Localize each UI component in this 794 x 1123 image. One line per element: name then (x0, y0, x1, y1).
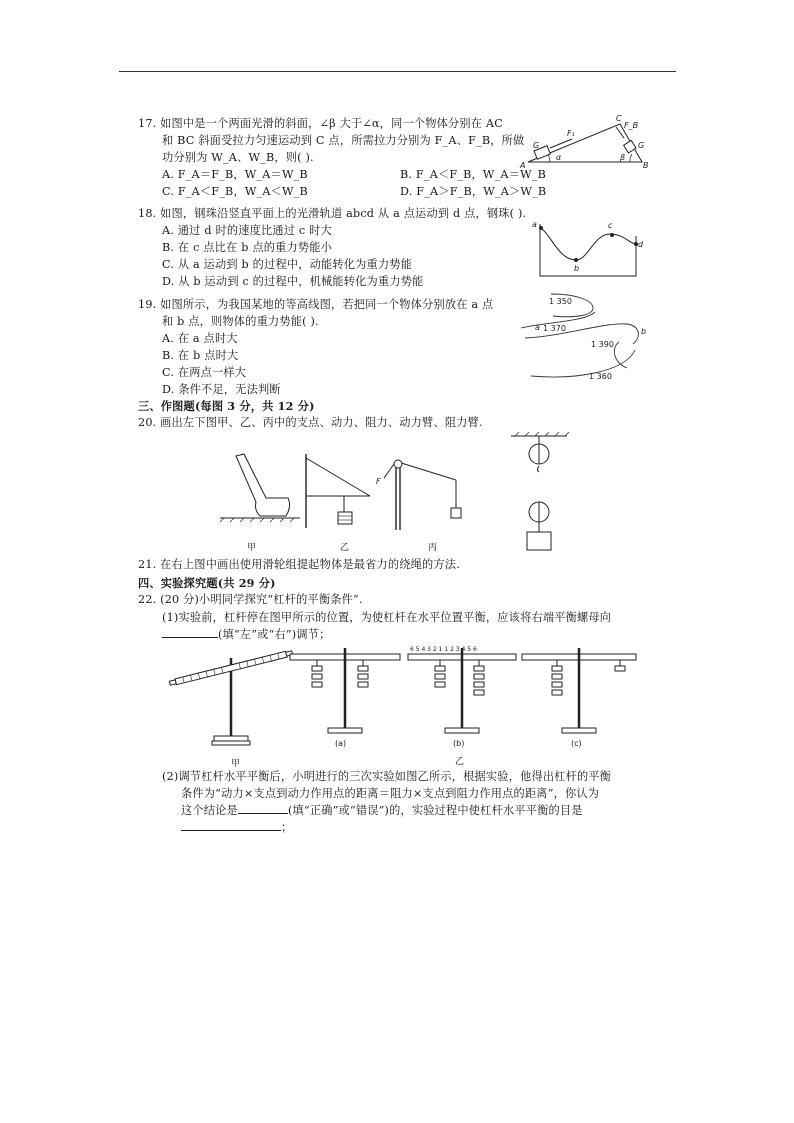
header-rule (119, 71, 676, 72)
q22-answer-blank-1[interactable] (162, 637, 218, 638)
q17-option-d: D. F_A＞F_B，W_A＞W_B (400, 185, 547, 198)
q19-point-b: b (641, 327, 647, 336)
q17-option-b: B. F_A＜F_B，W_A＝W_B (400, 168, 546, 181)
q22-part2-line-2: 条件为“动力×支点到动力作用点的距离＝阻力×支点到阻力作用点的距离”，你认为 (181, 787, 600, 800)
q18-option-d: D. 从 b 运动到 c 的过程中，机械能转化为重力势能 (162, 275, 424, 288)
q22-figure-b (408, 648, 516, 733)
q18-option-c: C. 从 a 运动到 b 的过程中，动能转化为重力势能 (162, 258, 413, 271)
q17-label-f1: F₁ (567, 129, 575, 138)
q19-option-a: A. 在 a 点时大 (162, 332, 238, 345)
q17-line-1: 17. 如图中是一个两面光滑的斜面，∠β 大于∠α，同一个物体分别在 AC (138, 117, 503, 130)
q19-line-2: 和 b 点，则物体的重力势能( ). (162, 315, 319, 328)
q19-contour-1360: 1 360 (589, 372, 612, 381)
q17-incline-figure (520, 112, 650, 172)
q19-option-c: C. 在两点一样大 (162, 366, 247, 379)
q17-label-b: B (643, 161, 649, 170)
q17-option-c: C. F_A＜F_B，W_A＜W_B (162, 185, 308, 198)
q22-answer-blank-3[interactable] (181, 830, 281, 831)
q18-label-a: a (532, 220, 537, 229)
q17-label-beta: β (620, 153, 626, 162)
q22-caption-yi: 乙 (455, 757, 465, 767)
q22-caption-a: (a) (335, 739, 347, 748)
q19-line-1: 19. 如图所示，为我国某地的等高线图，若把同一个物体分别放在 a 点 (138, 298, 494, 311)
q18-line-1: 18. 如图，钢珠沿竖直平面上的光滑轨道 abcd 从 a 点运动到 d 点，钢珠( ). (138, 207, 527, 220)
q20-lever-figures (220, 450, 470, 530)
q20-caption-bing: 丙 (428, 543, 438, 553)
q22-answer-blank-2[interactable] (238, 813, 288, 814)
q17-label-f2: F_B (624, 121, 639, 130)
q18-label-b: b (574, 264, 580, 273)
q22-caption-jia: 甲 (231, 759, 241, 769)
q22-scale-numbers: 6 5 4 3 2 1 1 2 3 4 5 6 (410, 646, 477, 653)
q17-label-c: C (616, 114, 622, 123)
q22-part2-line-1: (2)调节杠杆水平平衡后，小明进行的三次实验如图乙所示，根据实验，他得出杠杆的平衡 (162, 770, 612, 783)
q18-option-a: A. 通过 d 时的速度比通过 c 时大 (162, 224, 332, 237)
q21-pulley-figure (505, 430, 577, 555)
q22-part2-line-3 (181, 804, 583, 818)
q20-line-1: 20. 画出左下图甲、乙、丙中的支点、动力、阻力、动力臂、阻力臂. (138, 416, 483, 429)
q20-force-label: F (376, 477, 381, 486)
q19-option-b: B. 在 b 点时大 (162, 349, 239, 362)
q22-line-1: 22. (20 分)小明同学探究“杠杆的平衡条件”. (138, 593, 363, 606)
q19-option-d: D. 条件不足，无法判断 (162, 383, 281, 396)
q17-label-g2: G (638, 141, 645, 150)
section-4-heading: 四、实验探究题(共 29 分) (138, 576, 276, 590)
q18-label-d: d (638, 240, 644, 249)
q20-caption-yi: 乙 (340, 543, 350, 553)
q22-part2-line-4-end: ； (281, 821, 293, 834)
q19-contour-1370: 1 370 (543, 324, 566, 333)
q17-line-2: 和 BC 斜面受拉力匀速运动到 C 点，所需拉力分别为 F_A、F_B，所做 (162, 134, 525, 147)
q22-figure-jia (169, 650, 293, 745)
q22-caption-c: (c) (571, 739, 582, 748)
q19-contour-1350: 1 350 (549, 297, 572, 306)
q19-contour-1390: 1 390 (591, 340, 614, 349)
q17-label-a: A (520, 161, 526, 170)
q22-figure-c (522, 648, 636, 733)
q17-label-g1: G (533, 141, 540, 150)
q22-part2-line-3-start: 这个结论是 (181, 804, 238, 817)
q19-point-a: a (535, 323, 540, 332)
q20-caption-jia: 甲 (247, 543, 257, 553)
q22-part2-line-3-end: (填“正确”或“错误”)的，实验过程中使杠杆水平平衡的目是 (287, 804, 583, 817)
q17-option-a: A. F_A＝F_B，W_A＝W_B (162, 168, 308, 181)
q17-line-3: 功分别为 W_A、W_B，则( ). (162, 151, 314, 164)
q22-part2-line-4 (181, 821, 292, 835)
q18-option-b: B. 在 c 点比在 b 点的重力势能小 (162, 241, 333, 254)
q17-label-alpha: α (556, 153, 562, 162)
q18-label-c: c (608, 221, 613, 230)
q22-part1-hint: (填“左”或“右”)调节； (218, 628, 331, 641)
q19-contour-figure (515, 292, 655, 384)
section-3-heading: 三、作图题(每图 3 分，共 12 分) (138, 399, 315, 413)
q21-line-1: 21. 在右上图中画出使用滑轮组提起物体是最省力的绕绳的方法. (138, 558, 460, 571)
q22-caption-b: (b) (453, 739, 465, 748)
q18-track-figure (532, 218, 642, 280)
q22-figure-a (290, 648, 400, 733)
q22-part1-line-1: (1)实验前，杠杆停在图甲所示的位置，为使杠杆在水平位置平衡，应该将右端平衡螺母向 (162, 611, 612, 624)
q22-part1-line-2 (162, 628, 331, 642)
